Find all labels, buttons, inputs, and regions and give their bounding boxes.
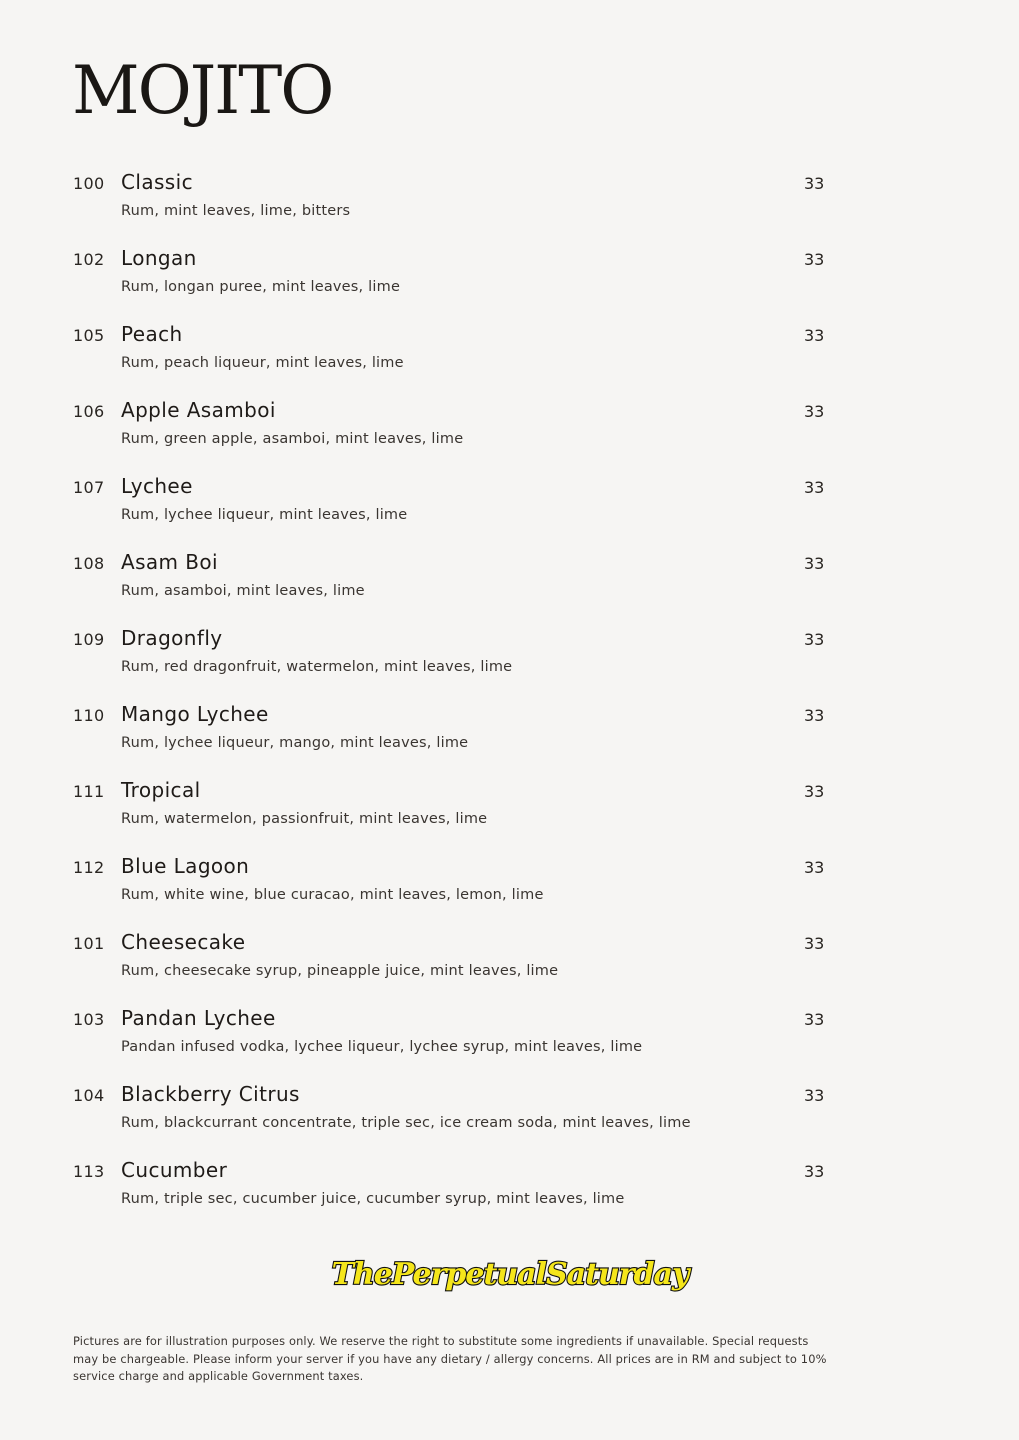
menu-item: [0, 926, 1019, 1002]
item-code: 107: [73, 478, 105, 497]
menu-item: [0, 774, 1019, 850]
item-code: 111: [73, 782, 105, 801]
menu-item: [0, 318, 1019, 394]
item-code: 101: [73, 934, 105, 953]
page-title: MOJITO: [72, 52, 333, 129]
item-name: Peach: [121, 322, 183, 346]
item-price: 33: [804, 326, 825, 345]
item-price: 33: [804, 1010, 825, 1029]
menu-item: [0, 394, 1019, 470]
item-price: 33: [804, 174, 825, 193]
item-description: Rum, blackcurrant concentrate, triple sec, ice cream soda, mint leaves, lime: [121, 1115, 691, 1131]
item-name: Classic: [121, 170, 193, 194]
menu-item: [0, 1154, 1019, 1230]
item-description: Rum, lychee liqueur, mint leaves, lime: [121, 507, 408, 523]
item-description: Pandan infused vodka, lychee liqueur, lychee syrup, mint leaves, lime: [121, 1039, 643, 1055]
item-description: Rum, white wine, blue curacao, mint leaves, lemon, lime: [121, 887, 544, 903]
menu-item: [0, 470, 1019, 546]
item-code: 109: [73, 630, 105, 649]
item-description: Rum, watermelon, passionfruit, mint leaves, lime: [121, 811, 488, 827]
item-name: Blackberry Citrus: [121, 1082, 300, 1106]
item-price: 33: [804, 782, 825, 801]
item-code: 104: [73, 1086, 105, 1105]
item-name: Cheesecake: [121, 930, 246, 954]
item-code: 105: [73, 326, 105, 345]
watermark-logo: [300, 1244, 720, 1304]
item-price: 33: [804, 706, 825, 725]
item-code: 103: [73, 1010, 105, 1029]
item-code: 112: [73, 858, 105, 877]
menu-item: [0, 166, 1019, 242]
item-description: Rum, triple sec, cucumber juice, cucumber syrup, mint leaves, lime: [121, 1191, 625, 1207]
item-price: 33: [804, 1162, 825, 1181]
item-name: Apple Asamboi: [121, 398, 276, 422]
item-description: Rum, mint leaves, lime, bitters: [121, 203, 351, 219]
item-description: Rum, lychee liqueur, mango, mint leaves, lime: [121, 735, 469, 751]
menu-item: [0, 1078, 1019, 1154]
item-name: Tropical: [121, 778, 201, 802]
menu-item: [0, 850, 1019, 926]
item-code: 113: [73, 1162, 105, 1181]
item-price: 33: [804, 250, 825, 269]
item-description: Rum, peach liqueur, mint leaves, lime: [121, 355, 404, 371]
item-code: 100: [73, 174, 105, 193]
item-description: Rum, asamboi, mint leaves, lime: [121, 583, 365, 599]
item-description: Rum, cheesecake syrup, pineapple juice, mint leaves, lime: [121, 963, 559, 979]
item-name: Asam Boi: [121, 550, 218, 574]
item-price: 33: [804, 478, 825, 497]
item-name: Mango Lychee: [121, 702, 269, 726]
item-code: 110: [73, 706, 105, 725]
item-code: 102: [73, 250, 105, 269]
item-name: Longan: [121, 246, 197, 270]
item-name: Cucumber: [121, 1158, 228, 1182]
menu-item: [0, 242, 1019, 318]
menu-list: [0, 166, 1019, 1230]
item-name: Pandan Lychee: [121, 1006, 276, 1030]
item-description: Rum, red dragonfruit, watermelon, mint leaves, lime: [121, 659, 513, 675]
watermark-text: ThePerpetualSaturday: [331, 1257, 689, 1292]
item-name: Dragonfly: [121, 626, 223, 650]
item-price: 33: [804, 1086, 825, 1105]
menu-item: [0, 698, 1019, 774]
item-name: Lychee: [121, 474, 193, 498]
menu-item: [0, 546, 1019, 622]
item-code: 108: [73, 554, 105, 573]
item-price: 33: [804, 934, 825, 953]
disclaimer: Pictures are for illustration purposes only. We reserve the right to substitute some ingredients if unavailable. Special requests may be chargeable. Please inform your server if you have any dietary / allergy concerns. All prices are in RM and subject to 10% service charge and applicable Government taxes.: [73, 1334, 827, 1383]
menu-item: [0, 1002, 1019, 1078]
item-name: Blue Lagoon: [121, 854, 250, 878]
item-price: 33: [804, 858, 825, 877]
item-price: 33: [804, 402, 825, 421]
item-description: Rum, longan puree, mint leaves, lime: [121, 279, 401, 295]
item-description: Rum, green apple, asamboi, mint leaves, lime: [121, 431, 464, 447]
item-code: 106: [73, 402, 105, 421]
item-price: 33: [804, 630, 825, 649]
item-price: 33: [804, 554, 825, 573]
menu-item: [0, 622, 1019, 698]
